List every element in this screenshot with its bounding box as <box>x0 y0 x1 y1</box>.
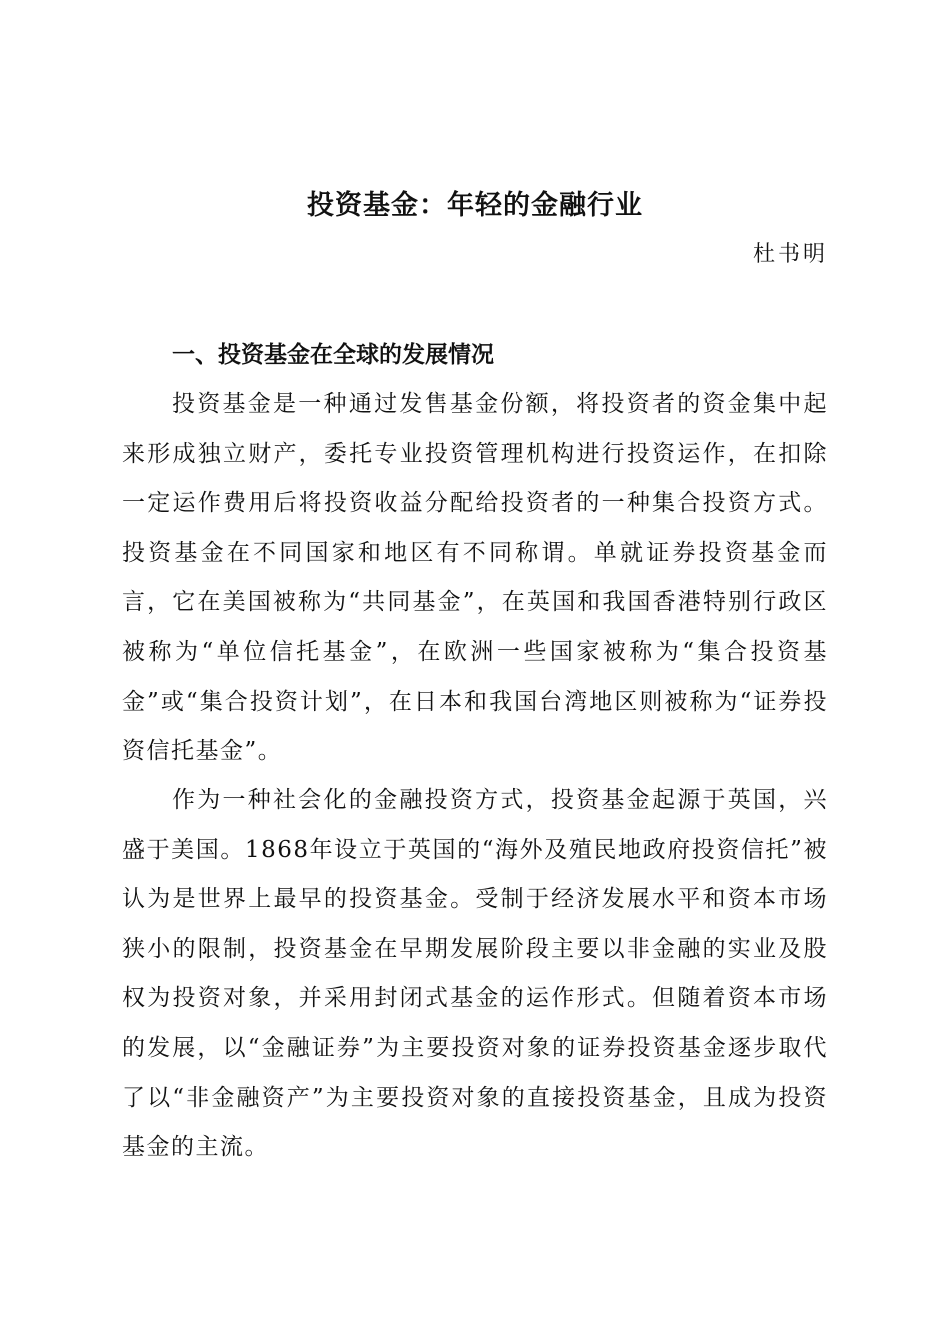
body-paragraph: 作为一种社会化的金融投资方式，投资基金起源于英国，兴盛于美国。1868年设立于英国的“海外及殖民地政府投资信托”被认为是世界上最早的投资基金。受制于经济发展水平和资本市场狭小的限制，投资基金在早期发展阶段主要以非金融的实业及股权为投资对象，并采用封闭式基金的运作形式。但随着资本市场的发展，以“金融证券”为主要投资对象的证券投资基金逐步取代了以“非金融资产”为主要投资对象的直接投资基金，且成为投资基金的主流。 <box>122 787 828 1161</box>
body-paragraph: 投资基金是一种通过发售基金份额，将投资者的资金集中起来形成独立财产，委托专业投资管理机构进行投资运作，在扣除一定运作费用后将投资收益分配给投资者的一种集合投资方式。投资基金在不同国家和地区有不同称谓。单就证券投资基金而言，它在美国被称为“共同基金”，在英国和我国香港特别行政区被称为“单位信托基金”，在欧洲一些国家被称为“集合投资基金”或“集合投资计划”，在日本和我国台湾地区则被称为“证券投资信托基金”。 <box>122 391 828 765</box>
author-name: 杜书明 <box>752 242 828 267</box>
document-title: 投资基金：年轻的金融行业 <box>307 190 643 221</box>
section-heading: 一、投资基金在全球的发展情况 <box>172 342 494 368</box>
